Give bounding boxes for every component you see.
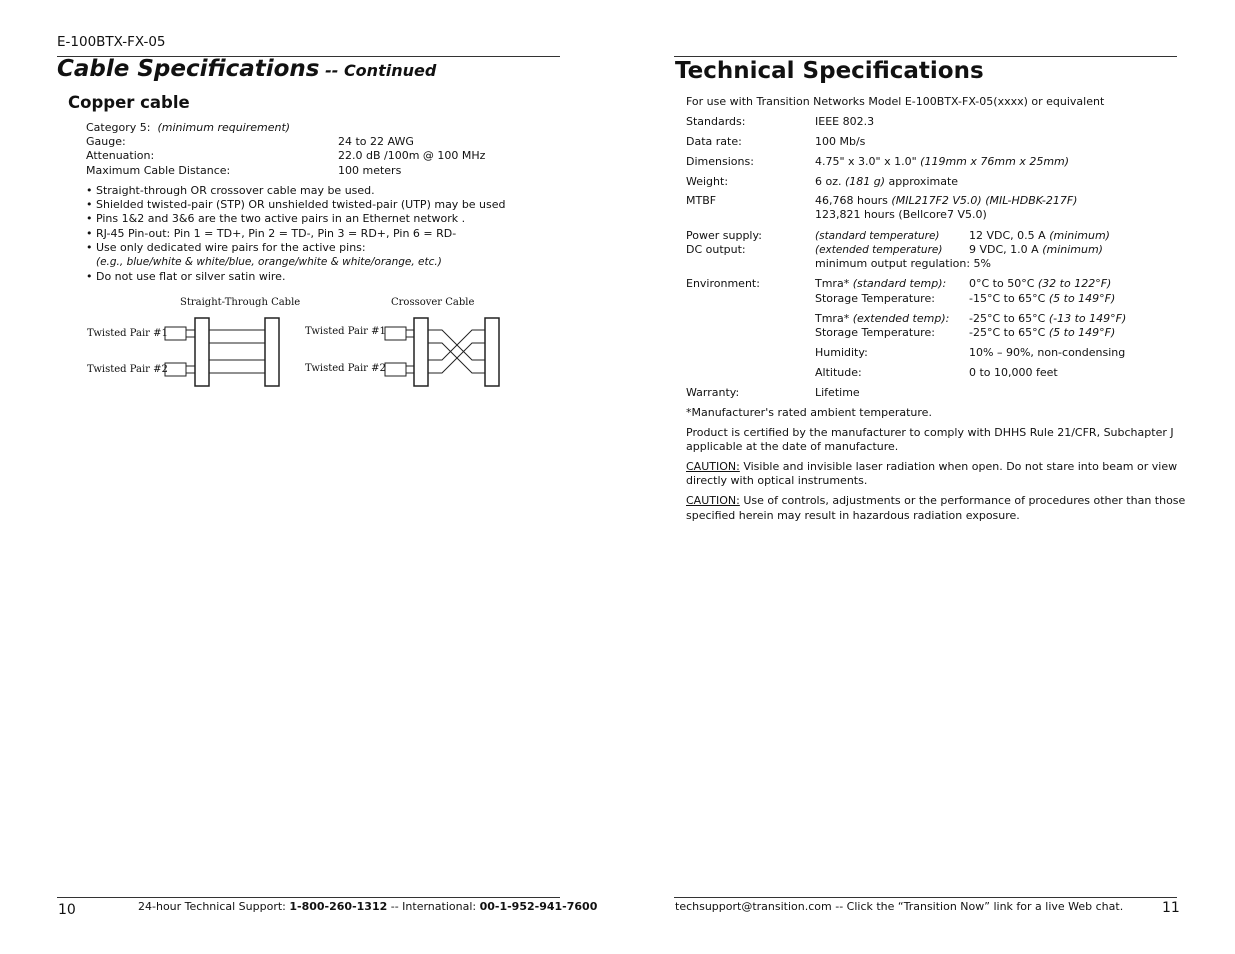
mtbf-label: MTBF <box>686 194 717 207</box>
warranty-value: Lifetime <box>815 386 860 399</box>
altitude-label: Altitude: <box>815 366 862 379</box>
tmra-standard-celsius: 0°C to 50°C <box>969 277 1038 290</box>
tmra-extended-label <box>815 312 949 326</box>
support-phone: 1-800-260-1312 <box>289 900 388 913</box>
page-title-left <box>57 56 436 82</box>
title-main: Cable Specifications <box>57 56 320 82</box>
caution-word: CAUTION: <box>686 460 740 473</box>
power-volts: 12 VDC, 0.5 A <box>969 229 1050 242</box>
dimensions-label: Dimensions: <box>686 155 754 168</box>
storage2-fahrenheit: (5 to 149°F) <box>1048 326 1116 339</box>
bullet-shielding: • Shielded twisted-pair (STP) OR unshielded twisted-pair (UTP) may be used <box>86 198 506 211</box>
data-rate-label: Data rate: <box>686 135 742 148</box>
crossover-cable-diagram <box>380 312 505 390</box>
page-title-right: Technical Specifications <box>675 58 984 84</box>
section-title-copper: Copper cable <box>68 93 190 112</box>
support-footer <box>138 900 597 913</box>
pair1-connector-box <box>385 327 406 340</box>
category-label: Category 5: <box>86 121 151 134</box>
bullet-no-flat-wire: • Do not use flat or silver satin wire. <box>86 270 286 283</box>
mtbf-standard: (MIL217F2 V5.0) (MIL-HDBK-217F) <box>891 194 1078 207</box>
power-supply-label: Power supply: <box>686 229 762 242</box>
footer-rule-left <box>57 897 560 898</box>
environment-label: Environment: <box>686 277 760 290</box>
dimensions-metric: (119mm x 76mm x 25mm) <box>920 155 1070 168</box>
dimensions-inches: 4.75" x 3.0" x 1.0" <box>815 155 921 168</box>
power-minimum: (minimum) <box>1049 229 1110 242</box>
dc-output-label: DC output: <box>686 243 746 256</box>
caution-laser-line-2: directly with optical instruments. <box>686 474 868 487</box>
weight-suffix: approximate <box>885 175 959 188</box>
tmra-standard-cond: (standard temp): <box>852 277 947 290</box>
tmra-extended-value <box>969 312 1126 326</box>
bullet-dedicated-pairs: • Use only dedicated wire pairs for the active pins: <box>86 241 366 254</box>
storage-temp-value-1 <box>969 292 1115 306</box>
standards-value: IEEE 802.3 <box>815 115 875 128</box>
weight-value <box>815 175 958 189</box>
dc-minimum: (minimum) <box>1042 243 1103 256</box>
straight-wires <box>186 330 265 373</box>
weight-oz: 6 oz. <box>815 175 845 188</box>
crossover-pair1-label: Twisted Pair #1 <box>305 326 386 337</box>
storage-temp-value-2 <box>969 326 1115 340</box>
crossover-pair2-label: Twisted Pair #2 <box>305 363 386 374</box>
bullet-pinout: • RJ-45 Pin-out: Pin 1 = TD+, Pin 2 = TD-, Pin 3 = RD+, Pin 6 = RD- <box>86 227 457 240</box>
crossover-cable-caption: Crossover Cable <box>391 297 475 308</box>
spec-distance-value: 100 meters <box>338 164 402 177</box>
regulation-note: minimum output regulation: 5% <box>815 257 991 270</box>
storage-temp-label-2: Storage Temperature: <box>815 326 935 339</box>
straight-through-cable-diagram <box>160 312 290 390</box>
standards-label: Standards: <box>686 115 746 128</box>
dc-volts: 9 VDC, 1.0 A <box>969 243 1043 256</box>
support-intl-phone: 00-1-952-941-7600 <box>479 900 598 913</box>
humidity-value: 10% – 90%, non-condensing <box>969 346 1126 359</box>
spec-attenuation-value: 22.0 dB /100m @ 100 MHz <box>338 149 486 162</box>
humidity-label: Humidity: <box>815 346 868 359</box>
tmra-extended-cond: (extended temp): <box>852 312 950 325</box>
tmra-standard-value <box>969 277 1111 291</box>
pair2-connector-box <box>385 363 406 376</box>
caution-controls-text: Use of controls, adjustments or the performance of procedures other than those <box>739 494 1186 507</box>
title-rule-right <box>674 56 1177 57</box>
storage1-fahrenheit: (5 to 149°F) <box>1048 292 1116 305</box>
bullet-cable-type: • Straight-through OR crossover cable may be used. <box>86 184 375 197</box>
right-plug <box>485 318 499 386</box>
mtbf-hours: 46,768 hours <box>815 194 892 207</box>
spec-attenuation-label: Attenuation: <box>86 149 155 162</box>
storage2-celsius: -25°C to 65°C <box>969 326 1049 339</box>
straight-cable-caption: Straight-Through Cable <box>180 297 301 308</box>
crossover-wires <box>406 330 485 373</box>
dc-condition: (extended temperature) <box>815 244 943 256</box>
tmra-standard-fahrenheit: (32 to 122°F) <box>1037 277 1112 290</box>
footer-rule-right <box>674 897 1177 898</box>
weight-grams: (181 g) <box>845 175 886 188</box>
page-number-right: 11 <box>1162 900 1180 916</box>
support-prefix: 24-hour Technical Support: <box>138 900 290 913</box>
storage-temp-label-1: Storage Temperature: <box>815 292 935 305</box>
left-plug <box>195 318 209 386</box>
dc-value <box>969 243 1103 257</box>
pair2-connector-box <box>165 363 186 376</box>
certification-line-2: applicable at the date of manufacture. <box>686 440 899 453</box>
certification-line-1: Product is certified by the manufacturer to comply with DHHS Rule 21/CFR, Subchapter J <box>686 426 1174 439</box>
category-note: (minimum requirement) <box>157 121 291 134</box>
warranty-label: Warranty: <box>686 386 740 399</box>
spec-intro: For use with Transition Networks Model E-100BTX-FX-05(xxxx) or equivalent <box>686 95 1105 108</box>
title-continued: -- Continued <box>319 61 437 80</box>
category-line <box>86 121 290 135</box>
right-plug <box>265 318 279 386</box>
mtbf-value <box>815 194 1077 208</box>
document-code: E-100BTX-FX-05 <box>57 34 166 50</box>
caution-word-2: CAUTION: <box>686 494 740 507</box>
mtbf-bellcore: 123,821 hours (Bellcore7 V5.0) <box>815 208 987 221</box>
pair1-connector-box <box>165 327 186 340</box>
tmra-extended-celsius: -25°C to 65°C <box>969 312 1049 325</box>
caution-laser-text: Visible and invisible laser radiation when open. Do not stare into beam or view <box>739 460 1178 473</box>
bullet-example: (e.g., blue/white & white/blue, orange/white & white/orange, etc.) <box>96 256 442 268</box>
spec-gauge-label: Gauge: <box>86 135 126 148</box>
weight-label: Weight: <box>686 175 729 188</box>
footnote-tmra: *Manufacturer's rated ambient temperature. <box>686 406 932 419</box>
bullet-active-pairs: • Pins 1&2 and 3&6 are the two active pairs in an Ethernet network . <box>86 212 466 225</box>
altitude-value: 0 to 10,000 feet <box>969 366 1058 379</box>
power-value <box>969 229 1110 243</box>
web-chat-footer: techsupport@transition.com -- Click the “Transition Now” link for a live Web chat. <box>675 900 1124 913</box>
caution-controls-line-2: specified herein may result in hazardous radiation exposure. <box>686 509 1020 522</box>
storage1-celsius: -15°C to 65°C <box>969 292 1049 305</box>
spec-gauge-value: 24 to 22 AWG <box>338 135 414 148</box>
tmra-standard-label <box>815 277 946 291</box>
spec-distance-label: Maximum Cable Distance: <box>86 164 231 177</box>
dimensions-value <box>815 155 1069 169</box>
caution-controls-line-1 <box>686 494 1185 508</box>
tmra-prefix: Tmra* <box>815 277 853 290</box>
data-rate-value: 100 Mb/s <box>815 135 866 148</box>
page-number-left: 10 <box>58 902 76 918</box>
tmra-extended-fahrenheit: (-13 to 149°F) <box>1048 312 1127 325</box>
power-condition: (standard temperature) <box>815 230 940 242</box>
support-mid: -- International: <box>387 900 480 913</box>
caution-laser-line-1 <box>686 460 1177 474</box>
straight-pair1-label: Twisted Pair #1 <box>87 328 168 339</box>
left-plug <box>414 318 428 386</box>
tmra-prefix-2: Tmra* <box>815 312 853 325</box>
straight-pair2-label: Twisted Pair #2 <box>87 364 168 375</box>
